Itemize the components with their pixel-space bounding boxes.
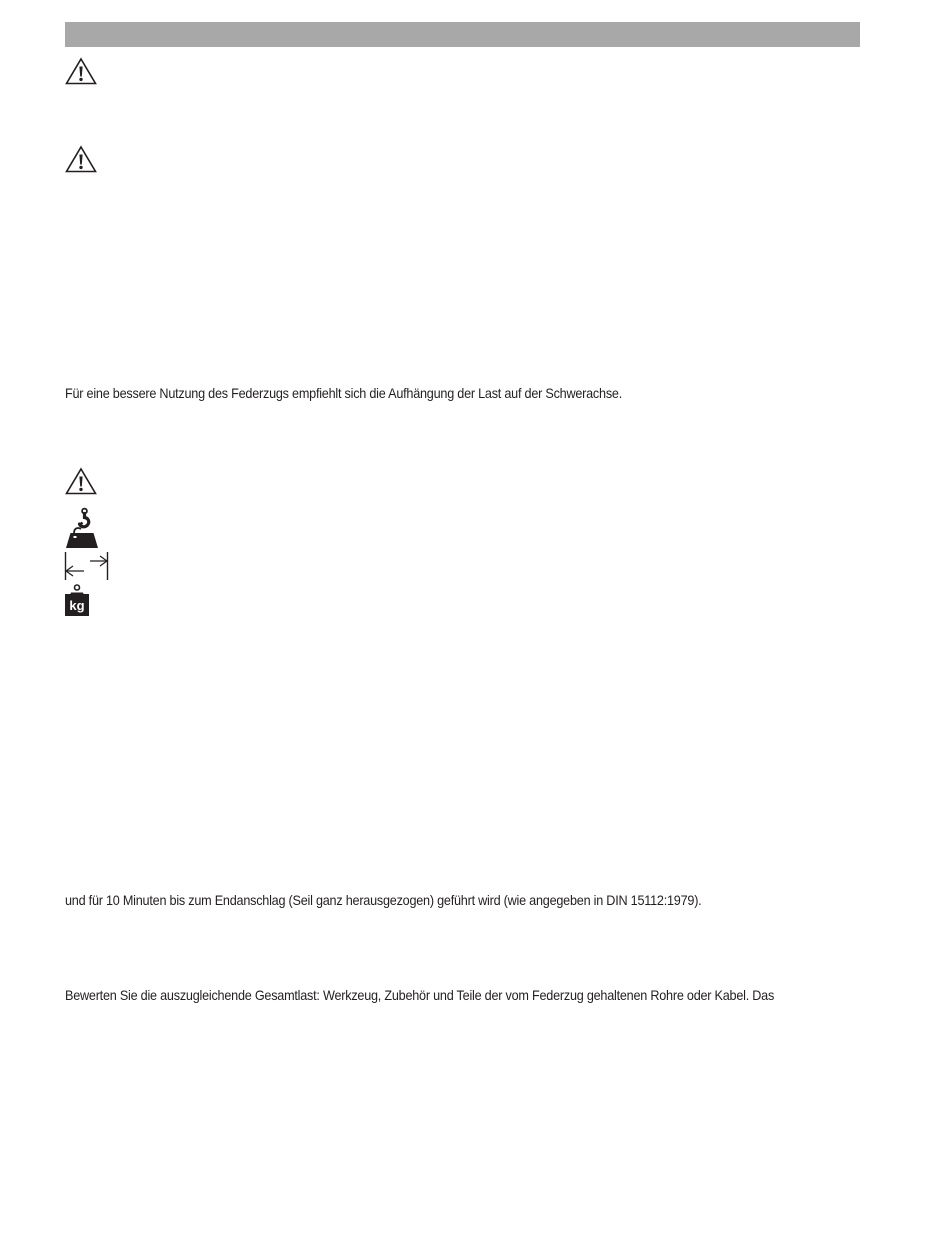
body-text-line: Für eine bessere Nutzung des Federzugs empfiehlt sich die Aufhängung der Last auf der Schwerachse.: [65, 386, 622, 401]
body-text-line: Bewerten Sie die auszugleichende Gesamtlast: Werkzeug, Zubehör und Teile der vom Federzug gehaltenen Rohre oder Kabel. Das: [65, 988, 775, 1003]
hook-load-icon: [65, 507, 99, 549]
warning-icon: [65, 467, 97, 495]
kg-label: kg: [69, 598, 85, 613]
warning-icon: [65, 145, 97, 173]
extension-length-icon: [64, 551, 110, 581]
warning-icon: [65, 57, 97, 85]
weight-kg-icon: [64, 584, 90, 618]
body-text-line: und für 10 Minuten bis zum Endanschlag (Seil ganz herausgezogen) geführt wird (wie angegeben in DIN 15112:1979).: [65, 893, 702, 908]
section-header-bar: [65, 22, 860, 47]
